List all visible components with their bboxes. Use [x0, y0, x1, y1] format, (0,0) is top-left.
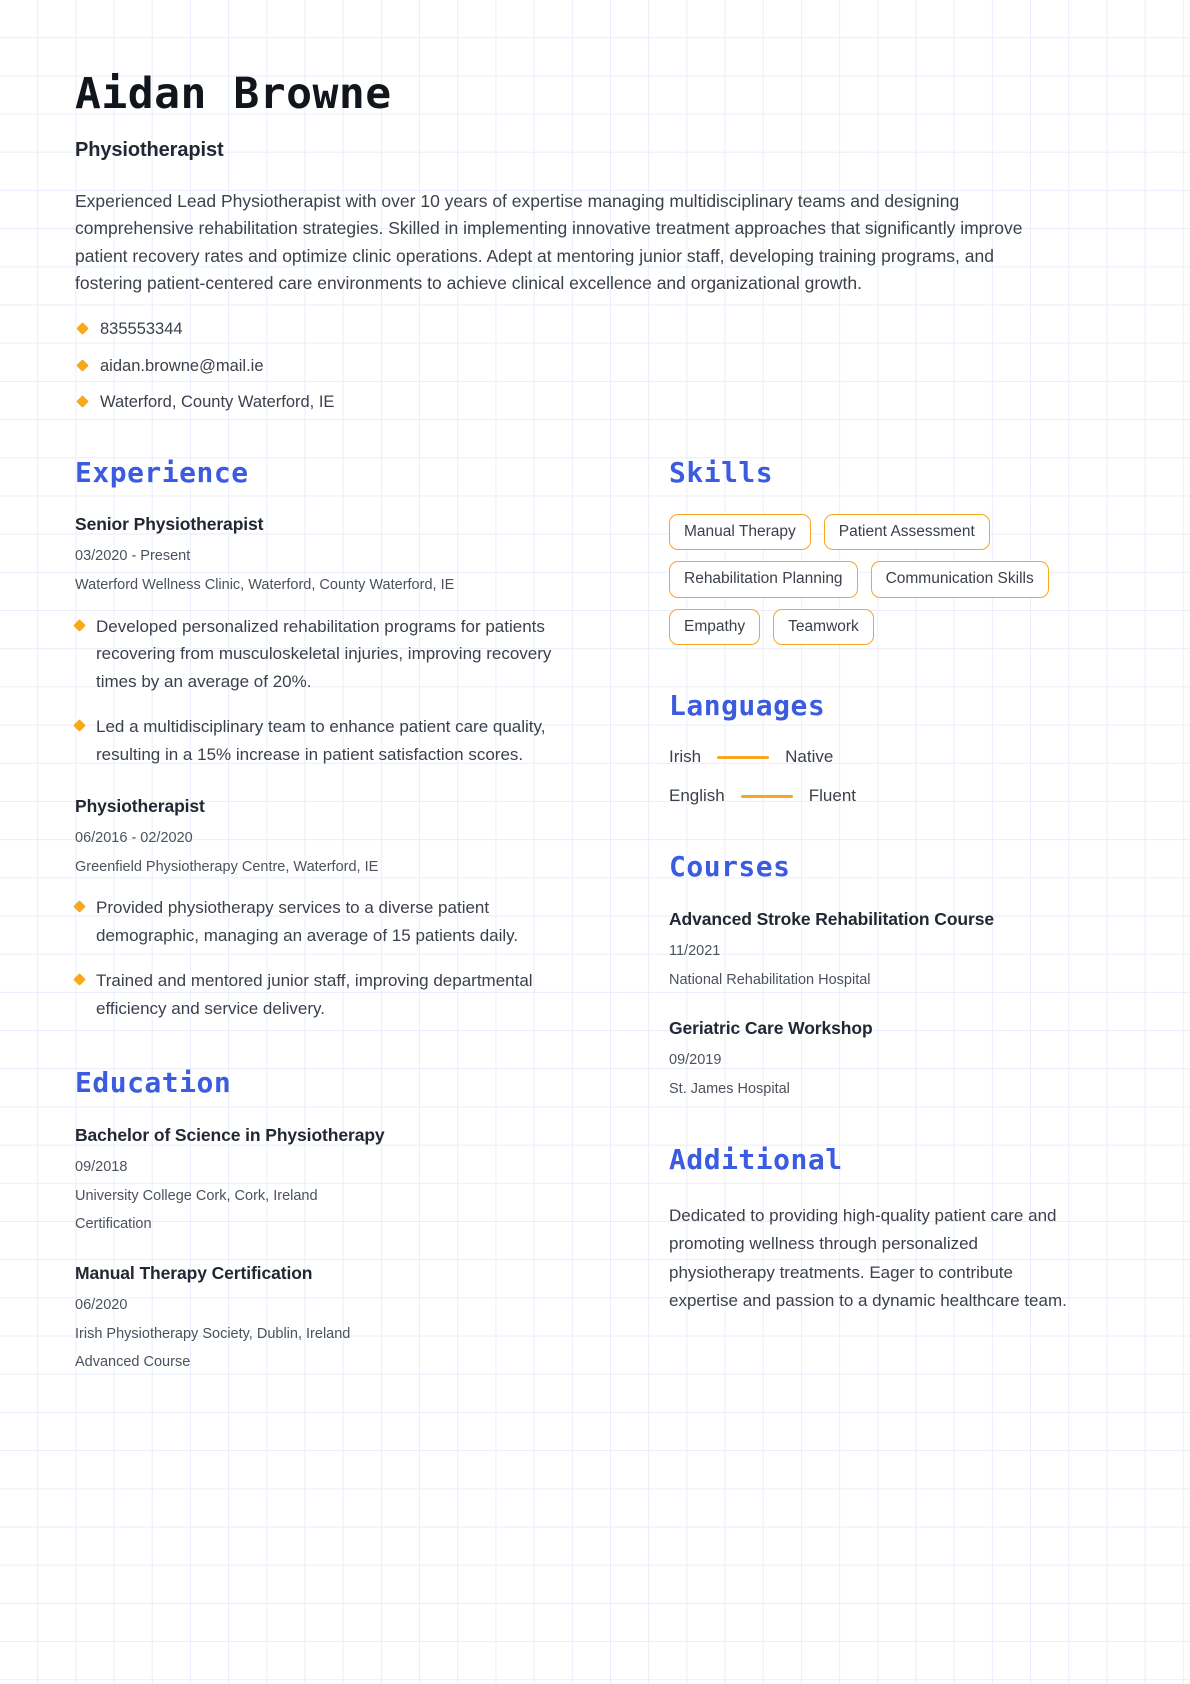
experience-bullet [75, 967, 596, 1022]
experience-entry [75, 514, 596, 768]
education-section-title: Education [75, 1066, 232, 1100]
education-note: Advanced Course [75, 1354, 191, 1371]
education-note: Certification [75, 1216, 152, 1233]
experience-bullet-text: Developed personalized rehabilitation programs for patients recovering from musculoskeletal injuries, improving recovery times by an average of 20%. [96, 616, 552, 691]
experience-bullet-text: Led a multidisciplinary team to enhance patient care quality, resulting in a 15% increase in patient satisfaction scores. [96, 717, 546, 764]
diamond-bullet-icon [73, 619, 86, 632]
candidate-job-title: Physiotherapist [75, 139, 224, 162]
professional-summary: Experienced Lead Physiotherapist with over 10 years of expertise managing multidisciplinary teams and designing comprehensive rehabilitation strategies. Skilled in implementing innovative treatment approaches that significantly improve patient recovery rates and optimize clinic operations. Adept at mentoring junior staff, developing training programs, and fostering patient-centered care environments to achieve clinical excellence and organizational growth. [75, 191, 1023, 294]
diamond-bullet-icon [73, 900, 86, 913]
course-name: Geriatric Care Workshop [669, 1018, 873, 1039]
experience-bullets [75, 613, 596, 769]
experience-section [75, 455, 596, 1023]
skill-chip: Empathy [669, 609, 760, 645]
languages-section-title: Languages [669, 688, 826, 722]
language-name: English [669, 786, 725, 806]
experience-bullet-text: Trained and mentored junior staff, improving departmental efficiency and service delivery. [96, 971, 533, 1018]
skill-chip: Teamwork [773, 609, 874, 645]
education-entry [75, 1125, 596, 1235]
language-row [669, 786, 1069, 806]
experience-organization: Greenfield Physiotherapy Centre, Waterford, IE [75, 858, 379, 875]
language-row [669, 747, 1069, 767]
experience-dates: 03/2020 - Present [75, 548, 191, 565]
additional-section [669, 1145, 1069, 1315]
language-list [669, 747, 1069, 806]
education-degree: Bachelor of Science in Physiotherapy [75, 1125, 385, 1146]
contact-phone-value: 835553344 [100, 320, 183, 339]
education-institution: University College Cork, Cork, Ireland [75, 1187, 318, 1204]
experience-organization: Waterford Wellness Clinic, Waterford, County Waterford, IE [75, 577, 455, 593]
experience-role: Physiotherapist [75, 796, 205, 817]
skills-section-title: Skills [669, 455, 774, 489]
skills-section [669, 455, 1069, 645]
experience-role: Senior Physiotherapist [75, 514, 264, 535]
education-date: 09/2018 [75, 1159, 128, 1176]
right-column [669, 455, 1069, 1315]
education-entry [75, 1263, 596, 1373]
course-date: 09/2019 [669, 1052, 722, 1069]
diamond-bullet-icon [76, 322, 89, 335]
course-date: 11/2021 [669, 943, 721, 960]
experience-entry [75, 796, 596, 1022]
experience-bullet-text: Provided physiotherapy services to a diverse patient demographic, managing an average of 15 patients daily. [96, 898, 519, 945]
languages-section [669, 688, 1069, 807]
contact-location [78, 392, 1118, 413]
contact-email [78, 356, 1118, 377]
additional-section-title: Additional [669, 1143, 843, 1177]
experience-bullet [75, 713, 596, 768]
course-entry [669, 909, 1069, 990]
contact-phone [78, 319, 1118, 340]
diamond-bullet-icon [76, 359, 89, 372]
skill-chip: Communication Skills [871, 561, 1049, 597]
diamond-bullet-icon [73, 719, 86, 732]
education-date: 06/2020 [75, 1296, 128, 1313]
course-institution: St. James Hospital [669, 1080, 790, 1097]
contact-location-value: Waterford, County Waterford, IE [100, 393, 335, 412]
candidate-name: Aidan Browne [75, 69, 392, 119]
left-column [75, 455, 620, 1373]
education-institution: Irish Physiotherapy Society, Dublin, Ireland [75, 1325, 351, 1342]
course-name: Advanced Stroke Rehabilitation Course [669, 909, 994, 930]
skills-chip-list [669, 514, 1069, 644]
course-entry [669, 1018, 1069, 1099]
language-rule-icon [717, 756, 769, 759]
language-level: Native [785, 747, 834, 767]
education-section [75, 1068, 596, 1372]
courses-section [669, 852, 1069, 1099]
contact-list [75, 319, 1118, 413]
language-name: Irish [669, 747, 702, 767]
courses-section-title: Courses [669, 850, 791, 884]
experience-dates: 06/2016 - 02/2020 [75, 830, 193, 847]
experience-bullets [75, 894, 596, 1022]
language-level: Fluent [808, 786, 857, 806]
diamond-bullet-icon [76, 395, 89, 408]
additional-text: Dedicated to providing high-quality patient care and promoting wellness through personalized physiotherapy treatments. Eager to contribute expertise and passion to a dynamic healthcare team. [669, 1206, 1067, 1310]
experience-bullet [75, 613, 596, 696]
diamond-bullet-icon [73, 974, 86, 987]
skill-chip: Patient Assessment [824, 514, 990, 550]
body-columns [75, 455, 1118, 1373]
experience-bullet [75, 894, 596, 949]
education-degree: Manual Therapy Certification [75, 1262, 313, 1283]
contact-email-value: aidan.browne@mail.ie [100, 356, 264, 375]
skill-chip: Rehabilitation Planning [669, 561, 858, 597]
language-rule-icon [741, 795, 793, 798]
skill-chip: Manual Therapy [669, 514, 811, 550]
experience-section-title: Experience [75, 455, 249, 489]
course-institution: National Rehabilitation Hospital [669, 971, 871, 988]
